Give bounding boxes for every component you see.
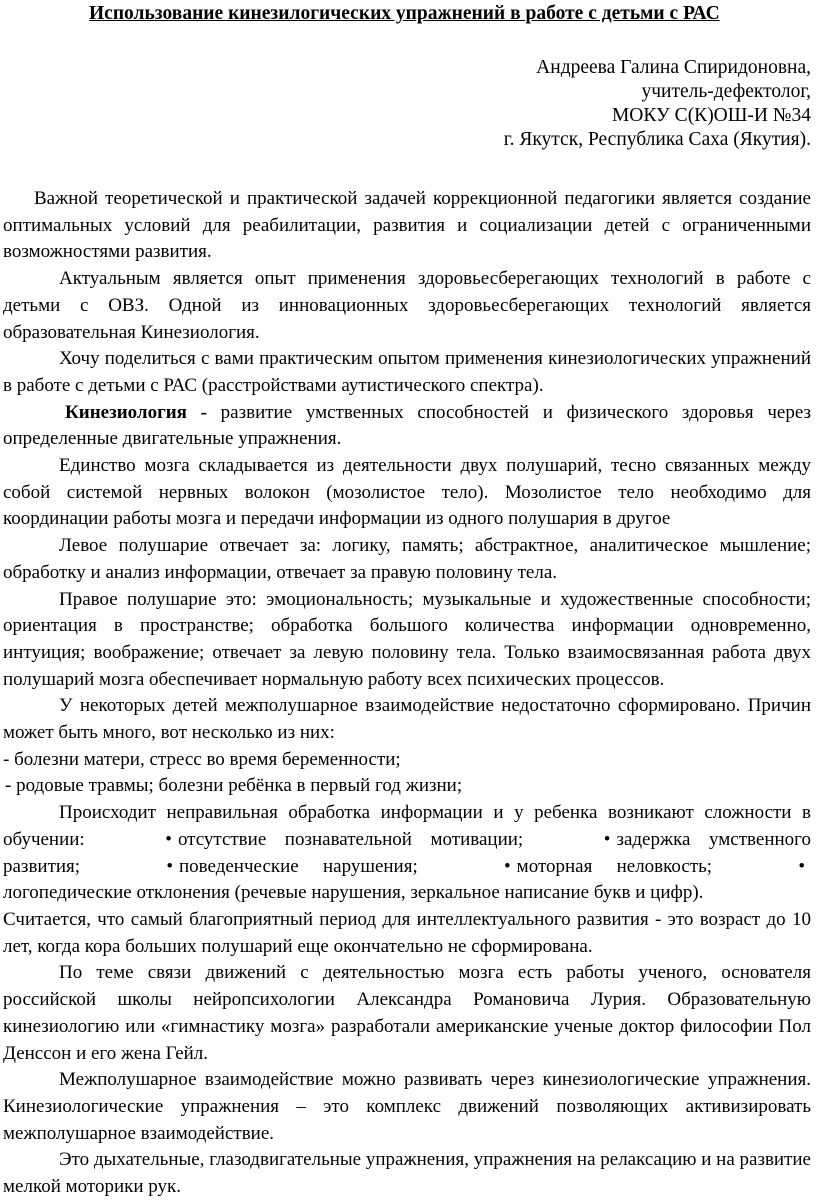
paragraph-7: Правое полушарие это: эмоциональность; музыкальные и художественные способности; ориентация в пространстве; обработка большого количества информации одновременно, интуиция; воображение; отвечает за левую половину тела. Только взаимосвязанная работа двух полушарий мозга обеспечивает нормальную работу всех психических процессов. [3,588,811,690]
author-city: г. Якутск, Республика Саха (Якутия). [503,129,811,150]
paragraph-12: Межполушарное взаимодействие можно развивать через кинезиологические упражнения. Кинезиологические упражнения – это комплекс движений позволяющих активизировать межполушарное взаимодействие. [3,1069,811,1144]
author-block [3,56,811,152]
document-title: Использование кинезилогических упражнений в работе с детьми с РАС [89,3,720,24]
kinesiology-definition-text: развитие умственных способностей и физического здоровья через определенные двигательные упражнения. [3,401,811,450]
difficulties-intro: Происходит неправильная обработка информации и у ребенка возникают сложности в обучении: [3,802,811,850]
paragraph-kinesiology-definition [3,400,811,453]
paragraph-13: Это дыхательные, глазодвигательные упражнения, упражнения на релаксацию и на развитие мелкой моторики рук. [3,1149,811,1198]
list-item-1: - болезни матери, стресс во время беременности; [3,748,401,770]
paragraph-6: Левое полушарие отвечает за: логику, память; абстрактное, аналитическое мышление; обработку и анализ информации, отвечает за правую половину тела. [3,535,811,583]
bullet-icon: • [166,855,173,877]
difficulty-item: логопедические отклонения (речевые нарушения, зеркальное написание букв и цифр). [3,882,704,904]
paragraph-5: Единство мозга складывается из деятельности двух полушарий, тесно связанных между собой системой нервных волокон (мозолистое тело). Мозолистое тело необходимо для координации работы мозга и передачи информации из одного полушария в другое [3,455,811,530]
bullet-icon: • [504,855,511,877]
kinesiology-term: Кинезиология - [65,401,207,423]
paragraph-3: Хочу поделиться с вами практическим опытом применения кинезиологических упражнений в работе с детьми с РАС (расстройствами аутистического спектра). [3,348,811,396]
paragraph-difficulties [3,800,811,907]
author-school: МОКУ С(К)ОШ-И №34 [611,105,811,126]
paragraph-10: Считается, что самый благоприятный период для интеллектуального развития - это возраст до 10 лет, когда кора больших полушарий еще окончательно не сформирована. [3,908,811,957]
author-name: Андреева Галина Спиридоновна, [536,57,811,78]
bullet-icon: • [798,855,805,877]
author-position: учитель-дефектолог, [641,81,811,102]
paragraph-2: Актуальным является опыт применения здоровьесберегающих технологий в работе с детьми с ОВЗ. Одной из инновационных здоровьесберегающих технологий является образовательная Кинезиология. [3,268,811,343]
difficulty-item: поведенческие нарушения; [179,855,418,877]
paragraph-8: У некоторых детей межполушарное взаимодействие недостаточно сформировано. Причин может быть много, вот несколько из них: [3,695,811,744]
bullet-icon: • [603,828,611,850]
bullet-icon: • [165,828,172,850]
difficulty-item: моторная неловкость; [516,855,713,877]
paragraph-11: По теме связи движений с деятельностью мозга есть работы ученого, основателя российской школы нейропсихологии Александра Романовича Лурия. Образовательную кинезиологию или «гимнастику мозга» разработали американские ученые доктор философии Пол Денссон и его жена Гейл. [3,962,811,1064]
document-body [3,186,811,1201]
paragraph-1: Важной теоретической и практической задачей коррекционной педагогики является создание оптимальных условий для реабилитации, развития и социализации детей с ограниченными возможностями развития. [3,188,811,263]
list-item-2: - родовые травмы; болезни ребёнка в первый год жизни; [5,775,463,797]
difficulty-item: отсутствие познавательной мотивации; [177,828,524,850]
difficulty-item: задержка умственного развития; [3,828,811,877]
